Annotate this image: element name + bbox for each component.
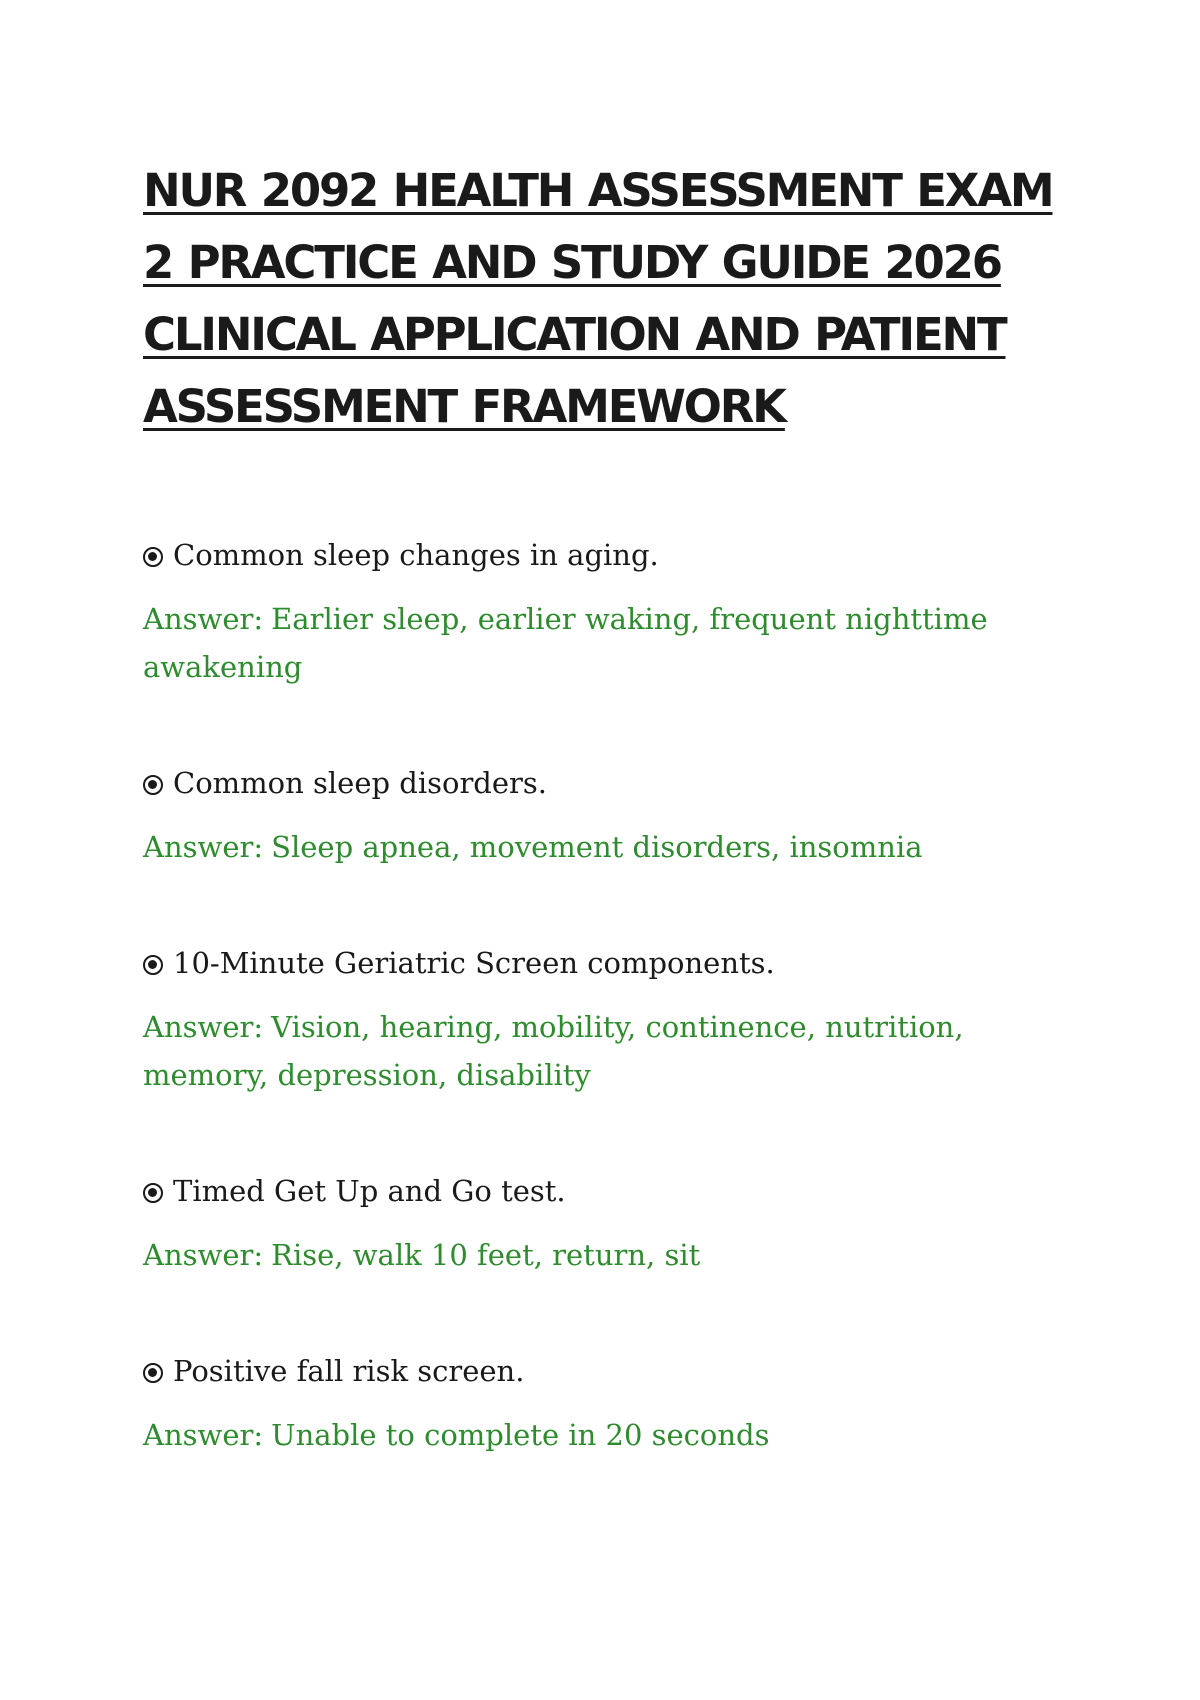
- question: [143, 1171, 1083, 1211]
- radio-bullet-icon: [143, 775, 163, 795]
- answer-text: Unable to complete in 20 seconds: [271, 1418, 770, 1452]
- qa-item: [143, 1351, 1083, 1459]
- answer: [143, 1003, 1083, 1099]
- qa-item: [143, 1171, 1083, 1279]
- answer-text: Earlier sleep, earlier waking, frequent nighttime awakening: [143, 602, 988, 684]
- answer-prefix: Answer:: [143, 1238, 264, 1272]
- question: [143, 763, 1083, 803]
- answer-text: Vision, hearing, mobility, continence, nutrition, memory, depression, disability: [143, 1010, 964, 1092]
- answer-prefix: Answer:: [143, 602, 264, 636]
- radio-bullet-icon: [143, 955, 163, 975]
- document-content: [143, 155, 1083, 1531]
- question-text: Common sleep disorders.: [173, 766, 547, 800]
- question-text: Timed Get Up and Go test.: [173, 1174, 566, 1208]
- question-text: 10-Minute Geriatric Screen components.: [173, 946, 775, 980]
- answer: [143, 1411, 1083, 1459]
- radio-bullet-icon: [143, 1363, 163, 1383]
- question-text: Positive fall risk screen.: [173, 1354, 525, 1388]
- question: [143, 535, 1083, 575]
- answer-prefix: Answer:: [143, 830, 264, 864]
- qa-item: [143, 535, 1083, 691]
- answer-text: Sleep apnea, movement disorders, insomnia: [271, 830, 923, 864]
- answer: [143, 595, 1083, 691]
- radio-bullet-icon: [143, 547, 163, 567]
- question: [143, 943, 1083, 983]
- answer-text: Rise, walk 10 feet, return, sit: [271, 1238, 701, 1272]
- qa-item: [143, 763, 1083, 871]
- question-text: Common sleep changes in aging.: [173, 538, 659, 572]
- radio-bullet-icon: [143, 1183, 163, 1203]
- answer: [143, 1231, 1083, 1279]
- document-title: NUR 2092 HEALTH ASSESSMENT EXAM 2 PRACTICE AND STUDY GUIDE 2026 CLINICAL APPLICATION AND PATIENT ASSESSMENT FRAMEWORK: [143, 164, 1053, 433]
- answer-prefix: Answer:: [143, 1418, 264, 1452]
- qa-list: [143, 535, 1083, 1459]
- qa-item: [143, 943, 1083, 1099]
- answer-prefix: Answer:: [143, 1010, 264, 1044]
- question: [143, 1351, 1083, 1391]
- answer: [143, 823, 1083, 871]
